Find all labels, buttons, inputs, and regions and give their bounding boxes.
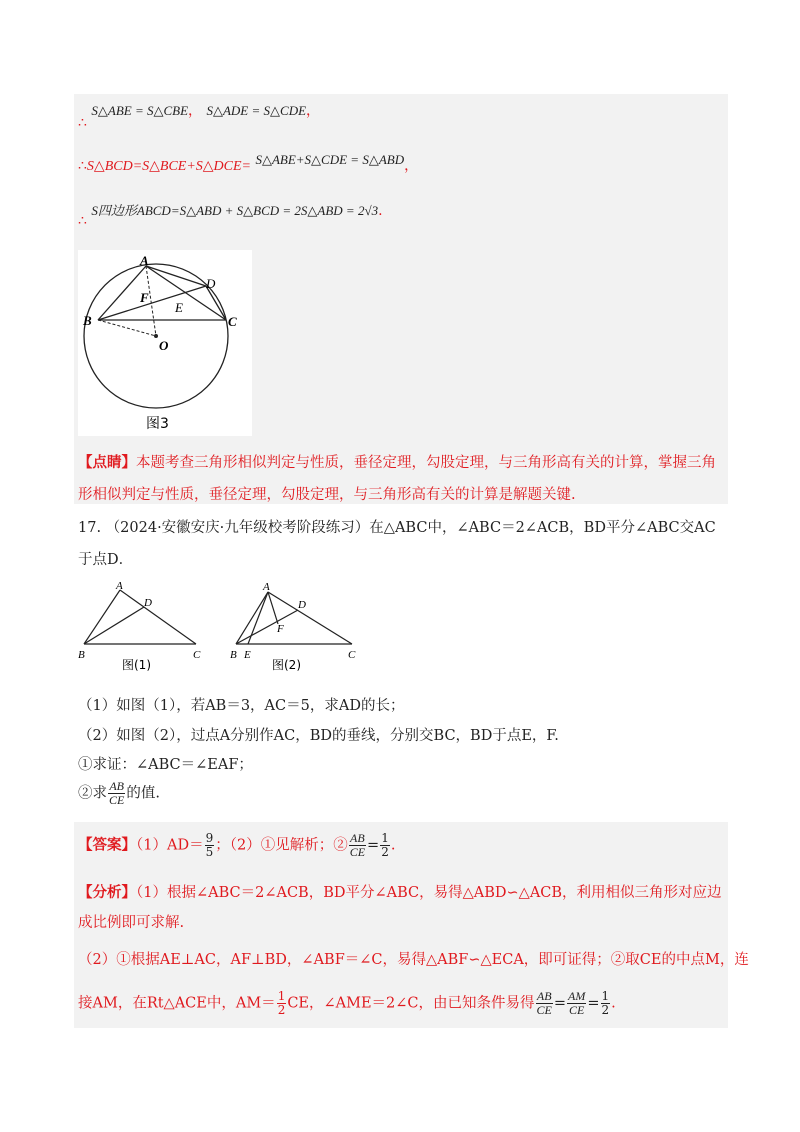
analysis-p1-text: （1）根据∠ABC＝2∠ACB，BD平分∠ABC，易得△ABD∽△ACB，利用相似三角形对应边成比例即可求解. bbox=[78, 885, 722, 931]
fraction-numerator: 1 bbox=[277, 989, 286, 1003]
label-D: D bbox=[206, 276, 216, 291]
therefore-line-3 bbox=[78, 200, 383, 229]
analysis-paragraph-2-line-2 bbox=[78, 990, 616, 1017]
question-2a-text: ①求证：∠ABC＝∠EAF； bbox=[78, 757, 253, 773]
fraction-numerator: 1 bbox=[601, 989, 610, 1003]
line-end: ， bbox=[404, 158, 419, 174]
figure-3 bbox=[78, 250, 252, 436]
fig2-label-B: B bbox=[230, 649, 237, 661]
fraction-denominator: 5 bbox=[205, 845, 214, 859]
equals-sign: = bbox=[553, 995, 567, 1012]
fraction-numerator: AB bbox=[109, 779, 124, 793]
answer-end: . bbox=[390, 837, 396, 854]
question-2a bbox=[78, 753, 253, 774]
analysis-paragraph-1 bbox=[78, 878, 726, 938]
question-2 bbox=[78, 724, 559, 745]
analysis-end: . bbox=[611, 995, 616, 1012]
problem-17-stem bbox=[78, 512, 726, 576]
label-F: F bbox=[140, 290, 149, 305]
fraction-denominator: CE bbox=[349, 845, 366, 859]
analysis-p2-line1: （2）①根据AE⊥AC，AF⊥BD，∠ABF＝∠C，易得△ABF∽△ECA，即可证得；②取CE的中点M，连 bbox=[78, 952, 749, 968]
fraction-1-2 bbox=[380, 832, 390, 859]
separator: ， bbox=[188, 103, 203, 119]
fraction-ab-ce bbox=[536, 990, 553, 1017]
comment-text: 本题考查三角形相似判定与性质，垂径定理，勾股定理，与三角形高有关的计算，掌握三角形相似判定与性质，垂径定理，勾股定理，与三角形高有关的计算是解题关键. bbox=[78, 455, 716, 503]
figure-3-diagram bbox=[78, 250, 252, 436]
label-E: E bbox=[175, 300, 183, 315]
fraction-numerator: AM bbox=[568, 989, 586, 1003]
equals-sign: = bbox=[367, 837, 380, 854]
answer-part1: （1）AD＝ bbox=[136, 837, 204, 854]
area-bcd-text: S△BCD=S△BCE+S△DCE= bbox=[86, 159, 252, 174]
label-A: A bbox=[140, 253, 149, 268]
fig1-label-B: B bbox=[78, 649, 85, 661]
problem-figures bbox=[76, 580, 366, 680]
equals-sign: = bbox=[587, 995, 600, 1012]
fraction-am-ce bbox=[567, 990, 586, 1017]
problem-stem-text: 在△ABC中，∠ABC＝2∠ACB，BD平分∠ABC交AC于点D． bbox=[78, 520, 716, 568]
analysis-paragraph-2-line-1 bbox=[78, 948, 749, 969]
fraction-numerator: 9 bbox=[205, 831, 214, 845]
fraction-denominator: CE bbox=[109, 793, 125, 807]
fraction-numerator: AB bbox=[536, 989, 552, 1003]
comment-tag: 【点睛】 bbox=[78, 454, 136, 471]
fig1-label-C: C bbox=[193, 649, 201, 661]
fraction-denominator: CE bbox=[536, 1003, 552, 1017]
fraction-denominator: 2 bbox=[601, 1003, 610, 1017]
answer-part2: ；（2）①见解析；② bbox=[215, 837, 348, 854]
fig2-label-E: E bbox=[244, 649, 251, 661]
equation-ade-cde: S△ADE = S△CDE bbox=[206, 103, 307, 118]
fig2-label-D: D bbox=[298, 599, 306, 611]
therefore-symbol: ∴ bbox=[78, 115, 87, 131]
fig1-caption: 图(1) bbox=[122, 658, 151, 672]
answer-tag: 【答案】 bbox=[78, 836, 136, 854]
fig1-label-A: A bbox=[116, 580, 123, 592]
fraction-denominator: 2 bbox=[277, 1003, 286, 1017]
analysis-p2-line2-a: 接AM，在Rt△ACE中，AM＝ bbox=[78, 995, 276, 1012]
therefore-symbol: ∴ bbox=[78, 213, 87, 229]
question-2b-suffix: 的值. bbox=[126, 785, 160, 802]
analysis-p2-line2-b: CE，∠AME＝2∠C，由已知条件易得 bbox=[287, 995, 535, 1012]
fraction-denominator: 2 bbox=[381, 845, 389, 859]
therefore-line-2 bbox=[78, 152, 419, 175]
question-2b-prefix: ②求 bbox=[78, 785, 107, 802]
problem-source: （2024·安徽安庆·九年级校考阶段练习） bbox=[105, 520, 370, 536]
fraction-ab-ce bbox=[108, 780, 125, 807]
label-O: O bbox=[159, 338, 169, 353]
fraction-denominator: CE bbox=[569, 1003, 585, 1017]
line-end: ， bbox=[306, 103, 321, 119]
fraction-numerator: AB bbox=[350, 831, 365, 845]
equation-quadrilateral-area: S四边形ABCD=S△ABD + S△BCD = 2S△ABD = 2√3 bbox=[91, 203, 379, 218]
question-2b bbox=[78, 780, 160, 807]
problem-figures-diagram bbox=[76, 580, 366, 680]
equation-area-sum: S△ABE+S△CDE = S△ABD bbox=[255, 152, 405, 167]
therefore-line-1 bbox=[78, 100, 321, 131]
fig2-label-F: F bbox=[277, 623, 284, 635]
fraction-numerator: 1 bbox=[381, 831, 389, 845]
label-B: B bbox=[83, 313, 92, 328]
line-end: . bbox=[378, 203, 383, 219]
fraction-ab-ce bbox=[349, 832, 366, 859]
fig2-caption: 图(2) bbox=[272, 658, 301, 672]
therefore-symbol: ∴ bbox=[78, 158, 87, 174]
answer-line bbox=[78, 832, 395, 859]
problem-number: 17. bbox=[78, 520, 102, 536]
question-1-text: （1）如图（1），若AB＝3，AC＝5，求AD的长； bbox=[78, 698, 405, 714]
question-1 bbox=[78, 694, 404, 715]
fig2-label-C: C bbox=[348, 649, 356, 661]
equation-abe-cbe: S△ABE = S△CBE bbox=[91, 103, 189, 118]
question-2-text: （2）如图（2），过点A分别作AC，BD的垂线，分别交BC，BD于点E，F. bbox=[78, 728, 559, 744]
fig1-label-D: D bbox=[144, 597, 152, 609]
analysis-tag: 【分析】 bbox=[78, 884, 136, 901]
fraction-1-2 bbox=[277, 990, 287, 1017]
fraction-9-5 bbox=[205, 832, 215, 859]
label-C: C bbox=[228, 314, 237, 329]
fig2-label-A: A bbox=[263, 581, 270, 593]
comment-paragraph bbox=[78, 447, 726, 511]
figure-3-caption: 图3 bbox=[146, 416, 169, 432]
fraction-1-2 bbox=[601, 990, 611, 1017]
